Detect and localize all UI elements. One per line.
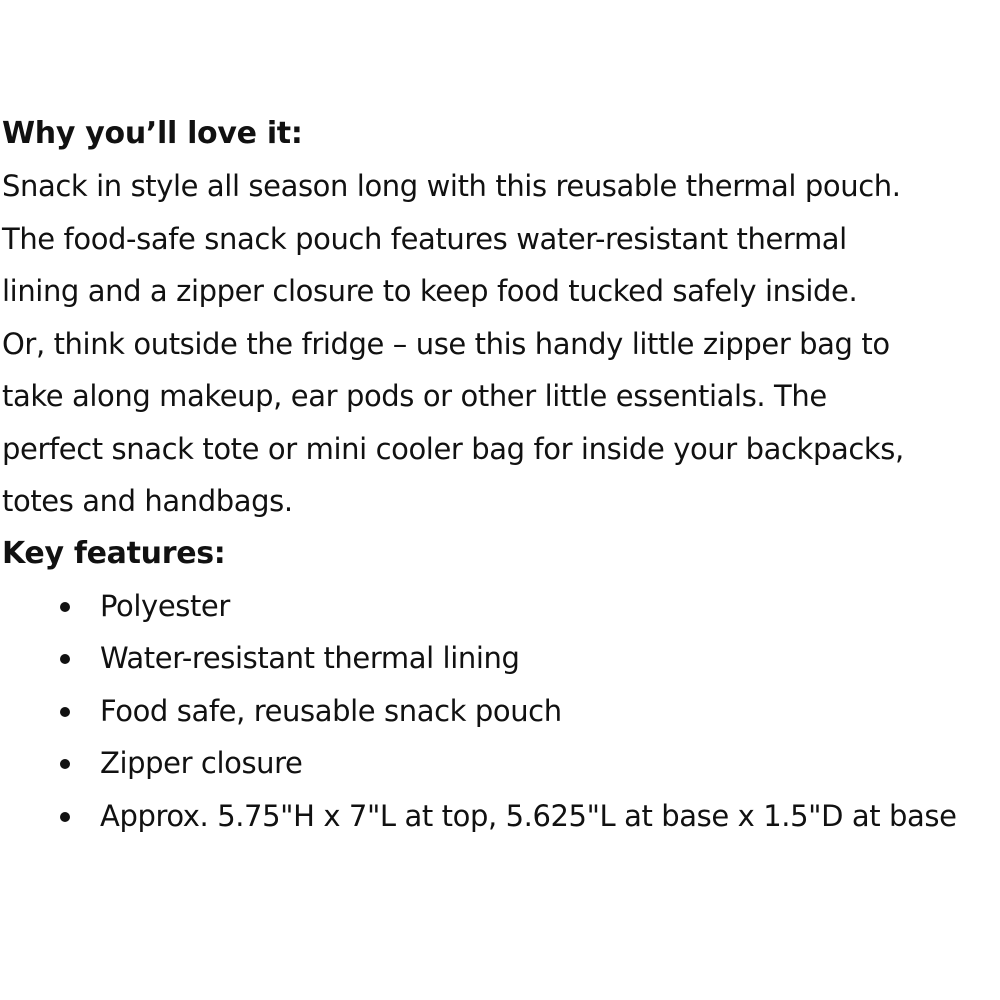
feature-item xyxy=(2,737,978,790)
description-line: totes and handbags. xyxy=(2,484,293,518)
description-line: lining and a zipper closure to keep food tucked safely inside. xyxy=(2,274,858,308)
features-list xyxy=(2,580,978,843)
feature-text: Water-resistant thermal lining xyxy=(100,641,520,675)
why-love-heading: Why you’ll love it: xyxy=(2,116,303,151)
bullet-icon xyxy=(60,707,70,717)
description-line: The food-safe snack pouch features water-resistant thermal xyxy=(2,221,847,256)
description-line: take along makeup, ear pods or other little essentials. The xyxy=(2,379,827,413)
feature-item xyxy=(2,790,978,843)
bullet-icon xyxy=(60,812,70,822)
description-paragraph xyxy=(2,160,978,528)
bullet-icon xyxy=(60,759,70,769)
key-features-heading: Key features: xyxy=(2,535,226,571)
feature-text: Polyester xyxy=(100,588,230,623)
feature-item xyxy=(2,632,978,685)
description-line: perfect snack tote or mini cooler bag for inside your backpacks, xyxy=(2,431,904,466)
description-line: Or, think outside the fridge – use this handy little zipper bag to xyxy=(2,326,890,361)
bullet-icon xyxy=(60,602,70,612)
feature-text: Zipper closure xyxy=(100,746,303,780)
feature-text: Food safe, reusable snack pouch xyxy=(100,693,562,728)
description-line: Snack in style all season long with this reusable thermal pouch. xyxy=(2,169,901,203)
bullet-icon xyxy=(60,654,70,664)
feature-text: Approx. 5.75"H x 7"L at top, 5.625"L at base x 1.5"D at base xyxy=(100,798,957,833)
feature-item xyxy=(2,580,978,633)
feature-item xyxy=(2,685,978,738)
